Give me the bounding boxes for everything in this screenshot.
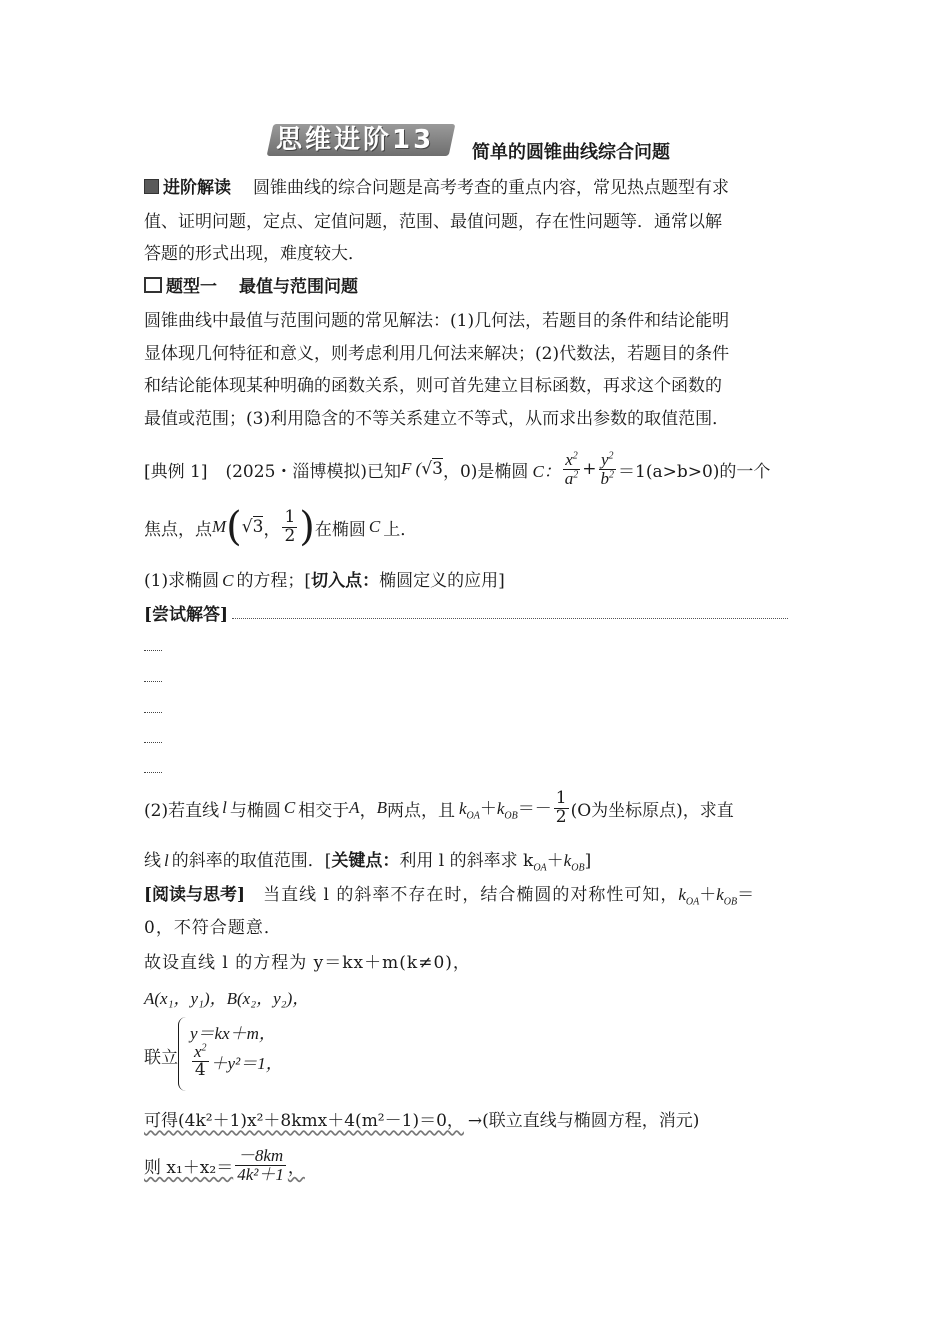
answer-dots-5[interactable] [144,772,162,773]
q1-hint-text: 椭圆定义的应用] [379,571,505,591]
try-label: [尝试解答] [144,605,229,625]
section-label: 题型一 [166,277,217,297]
question-1 [144,566,505,591]
square-icon [144,179,159,194]
system-brace [178,1017,187,1091]
q2-line2-l: l [164,851,169,870]
point-root-value: 3 [252,517,264,537]
answer-line[interactable] [232,618,788,619]
q2-text-a: (2)若直线 [144,800,220,821]
reading-label: [阅读与思考] [144,885,246,905]
q2-line-l: l [222,798,227,817]
y-frac: $\frac{y^2}{b^2}$ [600,449,615,488]
system-eq-1: y＝kx＋m， [190,1024,276,1043]
example-tag: [典例 1] [144,461,208,482]
section-heading [144,272,358,297]
title-banner: 思维进阶13 [276,125,435,155]
intro-paragraph [144,172,729,204]
eq-tail: ＝1(a>b>0)的一个 [618,461,771,482]
line2-text-a: 焦点，点 [144,519,212,540]
point-sqrt: √3 [241,517,264,537]
q2-text-e: (O为坐标原点)，求直 [570,800,734,821]
answer-dots-2[interactable] [144,681,162,682]
q2-point-b: B [376,798,387,817]
q2-line2-a: 线 [144,851,161,871]
result-line [144,1106,699,1131]
method-line-1: 圆锥曲线中最值与范围问题的常见解法：(1)几何法，若题目的条件和结论能明 [144,311,730,331]
sum-frac [235,1147,286,1184]
intro-label: 进阶解读 [163,178,231,198]
half-num: 1 [284,506,296,527]
focus-root-value: 3 [432,459,443,479]
point-label: M [212,517,227,536]
sum-label: 则 x₁＋x₂＝ [144,1157,234,1178]
sum-line [144,1140,305,1190]
reading-line-1 [144,880,754,907]
q1-curve: C [222,571,234,590]
result-equation: 可得(4k²＋1)x²＋8kmx＋4(m²－1)＝0， [144,1111,464,1131]
section-icon [144,277,162,293]
answer-dots-1[interactable] [144,650,162,651]
line2-text-d: 上． [383,519,418,540]
answer-dots-3[interactable] [144,712,162,713]
q2-slope-sum: $k_{OA}+k_{OB}=-$ [458,799,552,822]
focus-label: F ( [401,459,422,478]
paren-close: ) [299,504,315,550]
system-eq-2 [190,1043,283,1080]
example-line-1 [144,444,770,494]
intro-label-wrap [144,178,231,198]
q1-hint-label: 切入点： [311,571,380,591]
half-den: 2 [284,525,296,546]
sum-comma: ， [287,1157,305,1178]
sum-den: 4k²＋1 [237,1164,284,1184]
solve-label: 联立 [144,1048,178,1068]
q2-hint-text: 利用 l 的斜率求 k [399,851,534,871]
focus-close: ，0)是椭圆 [442,461,529,482]
curve-label: C： [532,461,561,481]
intro-line-3: 答题的形式出现，难度较大． [144,244,365,264]
method-line-4: 最值或范围；(3)利用隐含的不等关系建立不等式，从而求出参数的取值范围． [144,409,730,429]
intro-line-1: 圆锥曲线的综合问题是高考考查的重点内容，常见热点题型有求 [253,178,729,198]
system-eq-2-tail: ＋y²＝1， [210,1053,283,1073]
line2-text-b: 在椭圆 [314,519,366,540]
method-line-2: 显体现几何特征和意义，则考虑利用几何法来解决；(2)代数法，若题目的条件 [144,344,730,364]
q1-text-b: 的方程；[ [236,571,312,591]
q2-hint-label: 关键点： [331,851,400,871]
half-frac [282,506,297,546]
q2-half-frac: $\frac{1}{2}$ [555,787,567,827]
q1-text: (1)求椭圆 [144,571,220,591]
system-frac: $\frac{x^2}{4}$ [194,1042,207,1080]
points-line: A(x₁，y₁)，B(x₂，y₂)， [144,989,310,1008]
answer-dots-4[interactable] [144,742,162,743]
question-2-line-2: 线 l 的斜率的取值范围．[关键点：利用 l 的斜率求 $k_{OA}+k_{OB}$] [144,851,592,874]
sum-num: －8km [235,1147,286,1166]
line2-c: C [368,517,381,536]
plus-sign: + [582,459,597,479]
q2-text-b: 与椭圆 [229,800,281,821]
q2-points: A [349,798,360,817]
reading-line-2: 0，不符合题意． [144,918,282,938]
q2-line2-b: 的斜率的取值范围．[ [171,851,332,871]
question-2: (2)若直线 l 与椭圆 C 相交于 A ， B 两点，且 $k_{OA}+k_{OB}=-$ $\frac{1}{2}$ (O为坐标原点)，求直 [144,787,734,827]
example-line-2 [144,502,417,552]
reading-text: 当直线 l 的斜率不存在时，结合椭圆的对称性可知， [263,885,679,905]
example-source: (2025・淄博模拟)已知 [225,461,402,482]
set-line: 故设直线 l 的方程为 y＝kx＋m(k≠0)， [144,953,471,973]
point-comma: ， [263,519,281,540]
paren-open: ( [226,504,242,550]
method-line-3: 和结论能体现某种明确的函数关系，则可首先建立目标函数，再求这个函数的 [144,376,722,396]
reading-slope-sum: $k_{OA}+k_{OB}=$ [678,885,755,908]
page-title: 简单的圆锥曲线综合问题 [472,142,670,163]
q2-text-c: 相交于 [298,800,350,821]
q2-text-d: 两点，且 [386,800,455,821]
result-note: →(联立直线与椭圆方程，消元) [467,1111,700,1131]
section-title: 最值与范围问题 [239,277,358,297]
q2-curve-c: C [283,798,296,817]
focus-sqrt: √3 [421,459,443,479]
intro-line-2: 值、证明问题，定点、定值问题，范围、最值问题，存在性问题等．通常以解 [144,212,722,232]
x-frac: $\frac{x^2}{a^2}$ [564,449,579,488]
